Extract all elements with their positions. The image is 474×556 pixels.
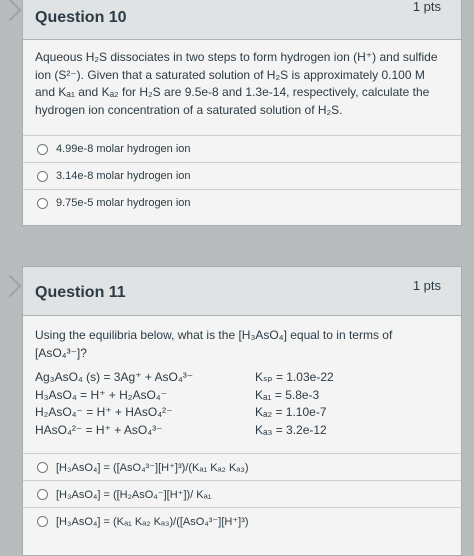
answer-label: 9.75e-5 molar hydrogen ion xyxy=(56,197,191,209)
answer-option-1[interactable] xyxy=(23,453,461,480)
answer-label: 4.99e-8 molar hydrogen ion xyxy=(56,143,191,155)
answer-option-3[interactable] xyxy=(23,507,461,534)
question-line: hydrogen ion concentration of a saturated solution of H₂S. xyxy=(35,102,343,117)
answer-option-2[interactable] xyxy=(23,480,461,507)
question-points: 1 pts xyxy=(412,0,441,14)
equilibrium-reaction: H₃AsO₄ = H⁺ + H₂AsO₄⁻ xyxy=(35,387,168,402)
question-points: 1 pts xyxy=(412,278,441,293)
answer-label: [H₃AsO₄] = (Kₐ₁ Kₐ₂ Kₐ₃)/([AsO₄³⁻][H⁺]³) xyxy=(56,515,249,528)
question-10-card xyxy=(22,0,462,226)
question-line: and Kₐ₁ and Kₐ₂ for H₂S are 9.5e-8 and 1.3e-14, respectively, calculate the xyxy=(35,85,430,99)
equilibrium-constant: Kₐ₂ = 1.10e-7 xyxy=(255,405,327,419)
question-text xyxy=(35,327,451,362)
equilibrium-row xyxy=(35,404,365,422)
radio-button[interactable] xyxy=(37,462,48,473)
answer-option-2[interactable] xyxy=(23,162,461,189)
equilibrium-constant: Kₐ₃ = 3.2e-12 xyxy=(255,422,327,437)
collapse-arrow-icon xyxy=(0,0,21,21)
answer-option-3[interactable] xyxy=(23,189,461,216)
radio-button[interactable] xyxy=(37,489,48,500)
question-title: Question 10 xyxy=(35,9,127,26)
equilibrium-row xyxy=(35,369,365,387)
question-title: Question 11 xyxy=(35,284,126,301)
answer-option-1[interactable] xyxy=(23,135,461,162)
radio-button[interactable] xyxy=(37,171,48,182)
question-text xyxy=(35,49,451,119)
equilibrium-row xyxy=(35,387,365,405)
radio-button[interactable] xyxy=(37,516,48,527)
radio-button[interactable] xyxy=(37,144,48,155)
equilibrium-constant: Kₐ₁ = 5.8e-3 xyxy=(255,387,320,402)
question-header xyxy=(23,0,461,40)
equilibria-table xyxy=(35,369,365,439)
equilibrium-row xyxy=(35,422,365,440)
collapse-arrow-icon xyxy=(0,275,21,298)
question-line: [AsO₄³⁻]? xyxy=(35,345,87,360)
answer-label: 3.14e-8 molar hydrogen ion xyxy=(56,170,191,182)
question-line: Using the equilibria below, what is the [H₃AsO₄] equal to in terms of xyxy=(35,328,393,342)
question-line: ion (S²⁻). Given that a saturated solution of H₂S is approximately 0.100 M xyxy=(35,67,425,82)
question-line: Aqueous H₂S dissociates in two steps to form hydrogen ion (H⁺) and sulfide xyxy=(35,50,438,64)
equilibrium-reaction: HAsO₄²⁻ = H⁺ + AsO₄³⁻ xyxy=(35,422,163,437)
answer-label: [H₃AsO₄] = ([H₂AsO₄⁻][H⁺])/ Kₐ₁ xyxy=(56,488,212,501)
answer-list xyxy=(23,135,461,216)
answer-list xyxy=(23,453,461,534)
answer-label: [H₃AsO₄] = ([AsO₄³⁻][H⁺]³)/(Kₐ₁ Kₐ₂ Kₐ₃) xyxy=(56,461,249,474)
equilibrium-reaction: H₂AsO₄⁻ = H⁺ + HAsO₄²⁻ xyxy=(35,405,173,419)
equilibrium-constant: Kₛₚ = 1.03e-22 xyxy=(255,370,334,384)
question-11-card xyxy=(22,266,462,556)
equilibrium-reaction: Ag₃AsO₄ (s) = 3Ag⁺ + AsO₄³⁻ xyxy=(35,370,194,384)
radio-button[interactable] xyxy=(37,198,48,209)
question-header xyxy=(23,267,461,316)
